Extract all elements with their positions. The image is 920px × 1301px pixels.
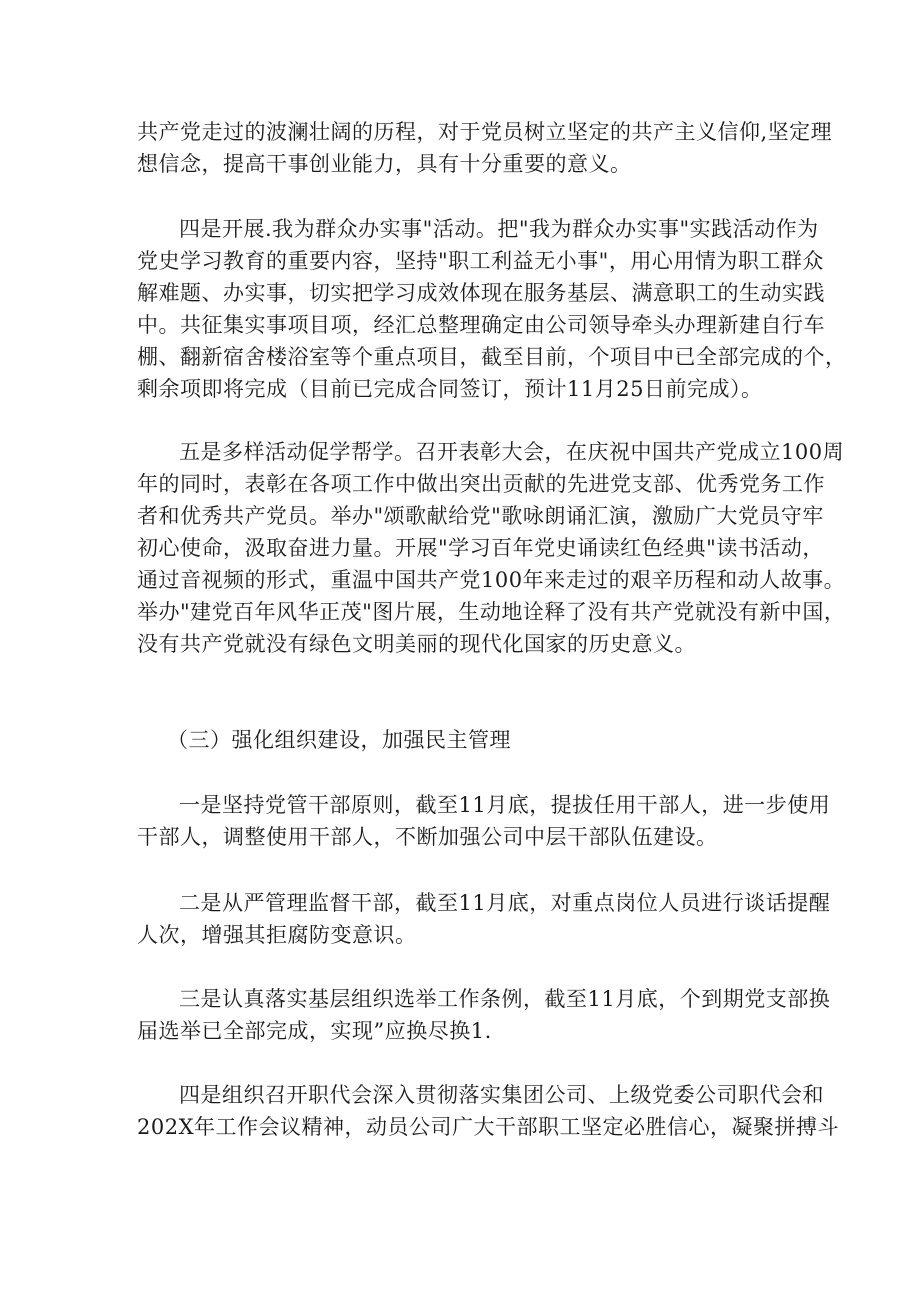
paragraph-point-four — [137, 1079, 840, 1143]
text-line: 没有共产党就没有绿色文明美丽的现代化国家的历史意义。 — [137, 632, 696, 656]
text-line: 五是多样活动促学帮学。召开表彰大会，在庆祝中国共产党成立100周 — [179, 440, 845, 464]
text-line: 年的同时，表彰在各项工作中做出突出贡献的先进党支部、优秀党务工作 — [137, 472, 825, 496]
text-line: 党史学习教育的重要内容，坚持"职工利益无小事"，用心用情为职工群众 — [137, 249, 824, 273]
text-line: 四是组织召开职代会深入贯彻落实集团公司、上级党委公司职代会和 — [179, 1083, 824, 1107]
text-line: 解难题、办实事，切实把学习成效体现在服务基层、满意职工的生动实践 — [137, 281, 825, 305]
text-line: 举办"建党百年风华正茂"图片展，生动地诠释了没有共产党就没有新中国， — [137, 600, 846, 624]
text-line: 想信念，提高干事创业能力，具有十分重要的意义。 — [137, 152, 632, 176]
text-line: 干部人，调整使用干部人，不断加强公司中层干部队伍建设。 — [137, 825, 718, 849]
paragraph-point-one — [137, 789, 831, 853]
paragraph-item-four — [137, 213, 847, 405]
text-line: 者和优秀共产党员。举办"颂歌献给党"歌咏朗诵汇演，激励广大党员守牢 — [137, 504, 824, 528]
text-line: 共产党走过的波澜壮阔的历程，对于党员树立坚定的共产主义信仰,坚定理 — [137, 120, 833, 144]
text-line: 通过音视频的形式，重温中国共产党100年来走过的艰辛历程和动人故事。 — [137, 568, 846, 592]
text-line: 四是开展.我为群众办实事"活动。把"我为群众办实事"实践活动作为 — [179, 217, 819, 241]
text-line: 202X年工作会议精神，动员公司广大干部职工坚定必胜信心，凝聚拼搏斗 — [137, 1115, 840, 1139]
text-line: 初心使命，汲取奋进力量。开展"学习百年党史诵读红色经典"读书活动， — [137, 536, 824, 560]
text-line: 人次，增强其拒腐防变意识。 — [137, 923, 417, 947]
text-line: 届选举已全部完成，实现”应换尽换1. — [137, 1019, 492, 1043]
section-heading-text: （三）强化组织建设，加强民主管理 — [167, 728, 511, 752]
paragraph-item-five — [137, 436, 846, 660]
paragraph-continuation — [137, 116, 833, 180]
text-line: 二是从严管理监督干部，截至11月底，对重点岗位人员进行谈话提醒 — [179, 891, 831, 915]
text-line: 棚、翻新宿舍楼浴室等个重点项目，截至目前，个项目中已全部完成的个， — [137, 345, 847, 369]
text-line: 三是认真落实基层组织选举工作条例，截至11月底，个到期党支部换 — [179, 987, 831, 1011]
paragraph-point-two — [137, 887, 831, 951]
section-heading — [137, 724, 797, 756]
text-line: 中。共征集实事项目项，经汇总整理确定由公司领导牵头办理新建自行车 — [137, 313, 825, 337]
text-line: 一是坚持党管干部原则，截至11月底，提拔任用干部人，进一步使用 — [179, 793, 831, 817]
paragraph-point-three — [137, 983, 831, 1047]
text-line: 剩余项即将完成（目前已完成合同签订，预计11月25日前完成）。 — [137, 377, 763, 401]
